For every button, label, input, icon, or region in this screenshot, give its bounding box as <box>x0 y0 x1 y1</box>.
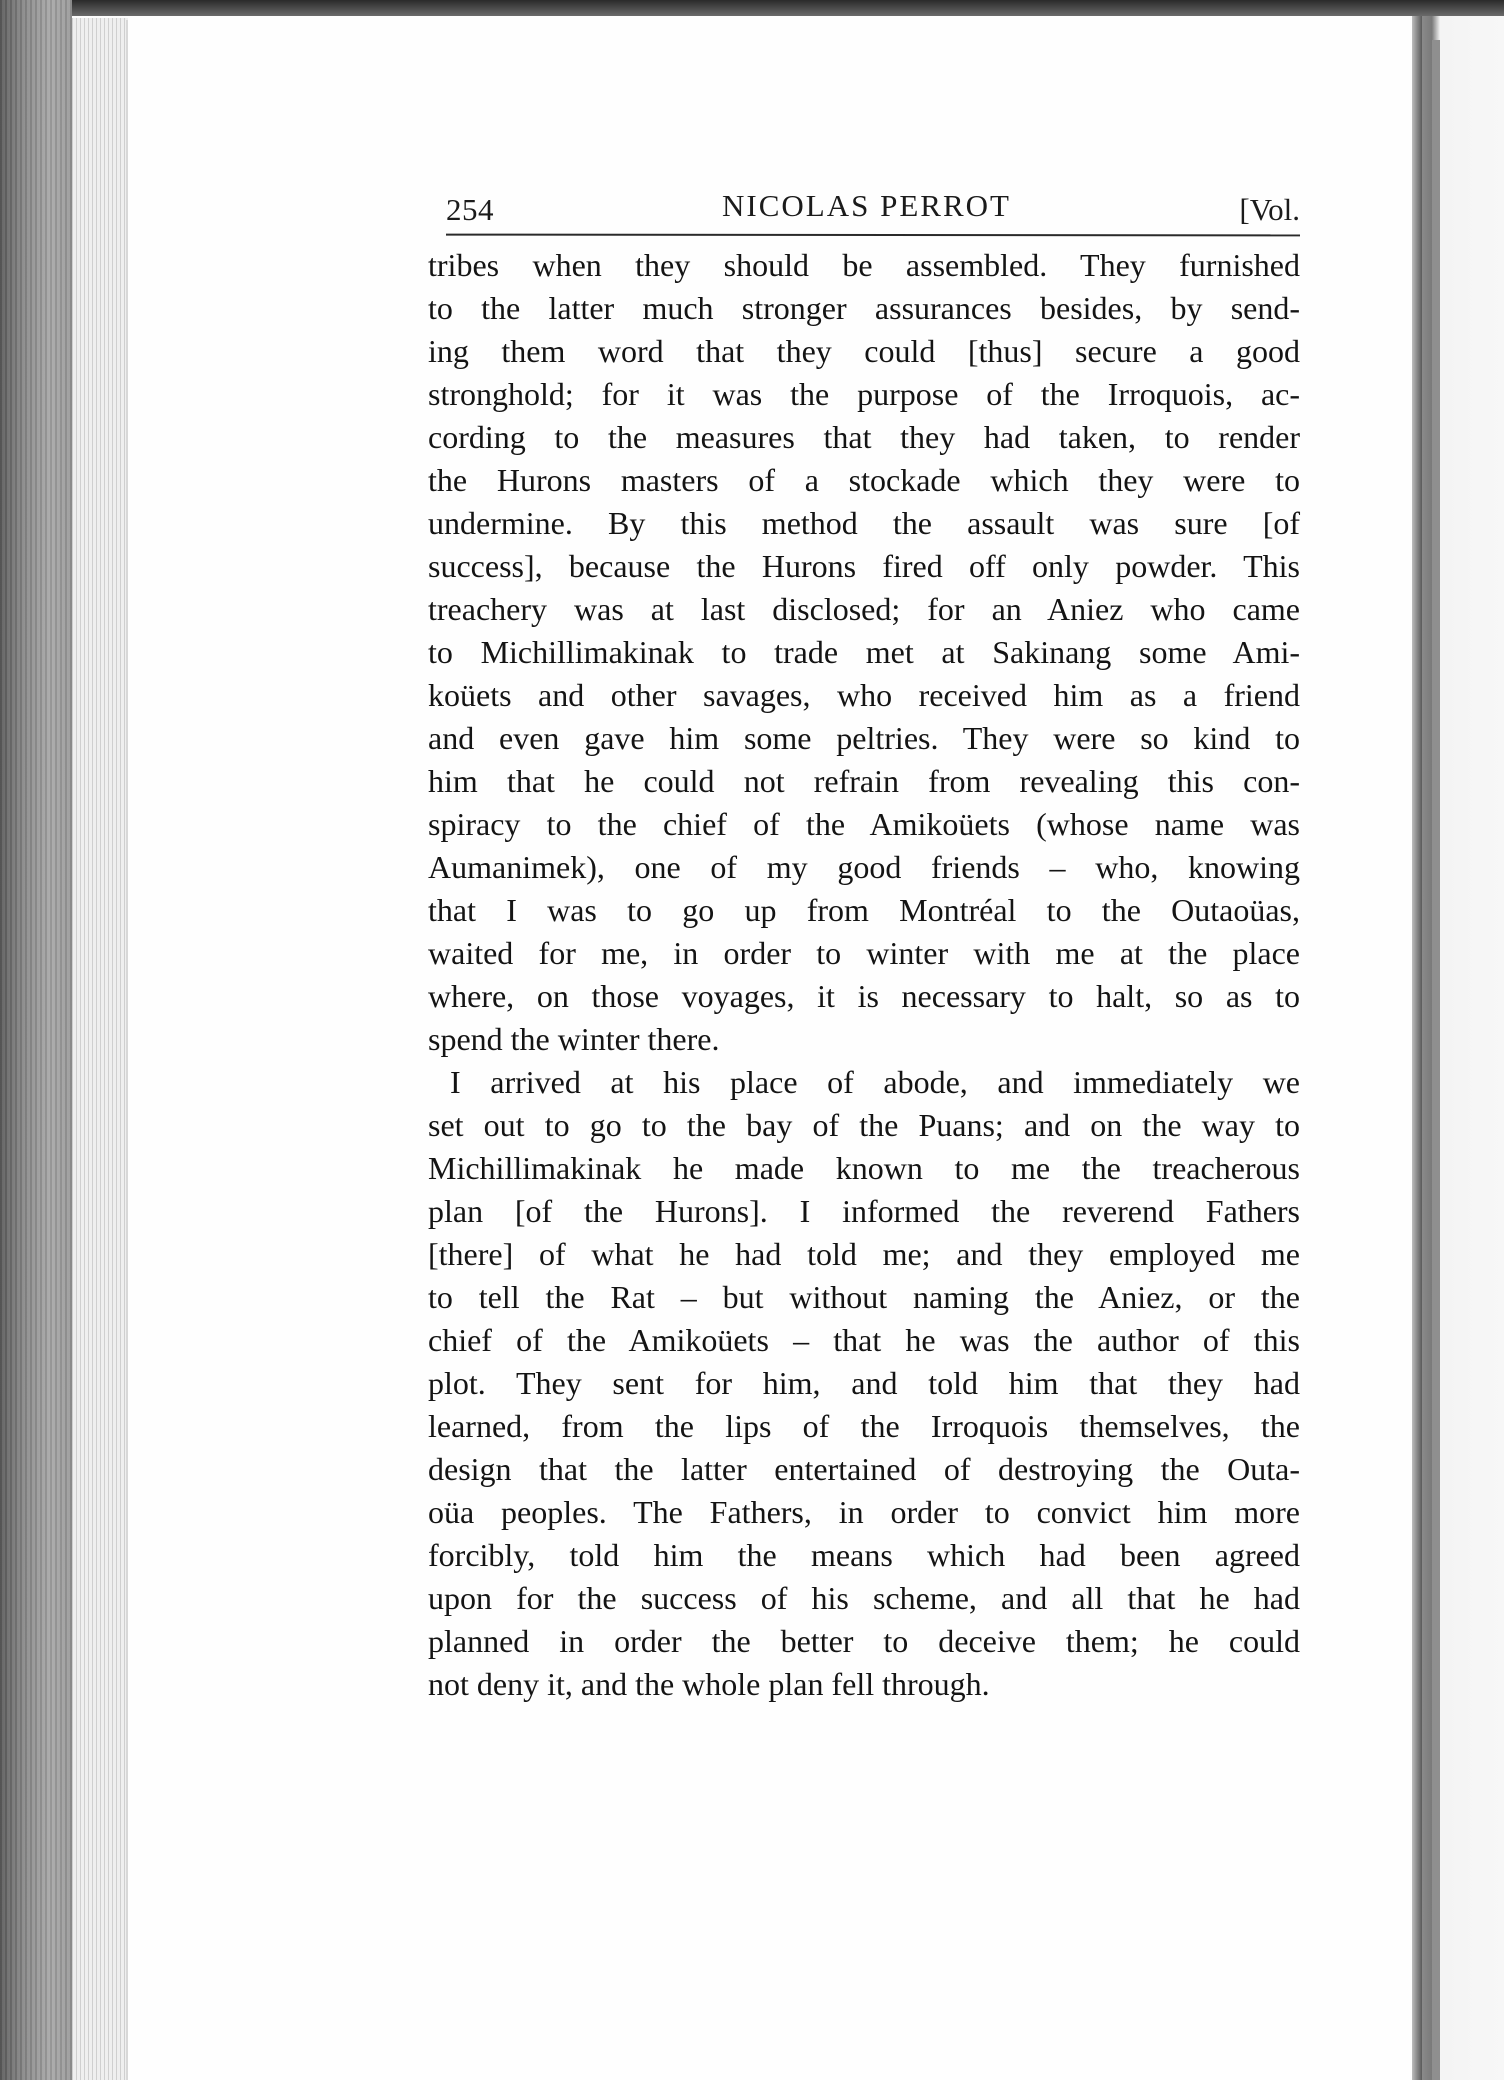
text-line: planned in order the better to deceive them; he could <box>428 1623 1300 1659</box>
page-number: 254 <box>446 192 494 227</box>
scanner-top-edge <box>0 0 1504 16</box>
text-line: ing them word that they could [thus] secure a good <box>428 333 1300 369</box>
text-line: I arrived at his place of abode, and immediately we <box>450 1064 1300 1100</box>
text-line: undermine. By this method the assault was sure [of <box>428 505 1300 541</box>
text-line: where, on those voyages, it is necessary to halt, so as to <box>428 978 1300 1014</box>
text-line: to the latter much stronger assurances besides, by send- <box>428 290 1300 326</box>
text-line: tribes when they should be assembled. They furnished <box>428 247 1300 283</box>
book-spine-edge <box>0 0 72 2080</box>
running-title: NICOLAS PERROT <box>722 188 1011 223</box>
text-line: forcibly, told him the means which had been agreed <box>428 1537 1300 1573</box>
text-line: stronghold; for it was the purpose of the Irroquois, ac- <box>428 376 1300 412</box>
text-line: plot. They sent for him, and told him that they had <box>428 1365 1300 1401</box>
paragraph-1 <box>428 244 1300 1061</box>
text-line: success], because the Hurons fired off only powder. This <box>428 548 1300 584</box>
volume-mark: [Vol. <box>1239 192 1300 227</box>
text-line: Aumanimek), one of my good friends – who, knowing <box>428 849 1300 885</box>
text-line: [there] of what he had told me; and they employed me <box>428 1236 1300 1272</box>
text-line: to tell the Rat – but without naming the Aniez, or the <box>428 1279 1300 1315</box>
running-head <box>446 188 1300 232</box>
text-line: and even gave him some peltries. They were so kind to <box>428 720 1300 756</box>
text-line: upon for the success of his scheme, and all that he had <box>428 1580 1300 1616</box>
right-edge-shadow <box>1432 40 1440 2080</box>
text-line: chief of the Amikoüets – that he was the author of this <box>428 1322 1300 1358</box>
text-line: set out to go to the bay of the Puans; and on the way to <box>428 1107 1300 1143</box>
text-line: oüa peoples. The Fathers, in order to convict him more <box>428 1494 1300 1530</box>
page-block-edges <box>72 18 128 2080</box>
right-page-edge <box>1412 16 1422 2080</box>
text-line: spiracy to the chief of the Amikoüets (whose name was <box>428 806 1300 842</box>
body-text <box>428 244 1300 1706</box>
text-line: cording to the measures that they had taken, to render <box>428 419 1300 455</box>
text-line: plan [of the Hurons]. I informed the reverend Fathers <box>428 1193 1300 1229</box>
text-line: learned, from the lips of the Irroquois themselves, the <box>428 1408 1300 1444</box>
text-line: Michillimakinak he made known to me the treacherous <box>428 1150 1300 1186</box>
text-line: treachery was at last disclosed; for an Aniez who came <box>428 591 1300 627</box>
text-line: to Michillimakinak to trade met at Sakinang some Ami- <box>428 634 1300 670</box>
paragraph-2 <box>428 1061 1300 1706</box>
text-line: design that the latter entertained of destroying the Outa- <box>428 1451 1300 1487</box>
text-line: him that he could not refrain from revealing this con- <box>428 763 1300 799</box>
text-line: not deny it, and the whole plan fell through. <box>428 1666 990 1702</box>
text-line: spend the winter there. <box>428 1021 720 1057</box>
text-line: waited for me, in order to winter with me at the place <box>428 935 1300 971</box>
text-line: the Hurons masters of a stockade which they were to <box>428 462 1300 498</box>
text-line: that I was to go up from Montréal to the Outaoüas, <box>428 892 1300 928</box>
text-line: koüets and other savages, who received him as a friend <box>428 677 1300 713</box>
